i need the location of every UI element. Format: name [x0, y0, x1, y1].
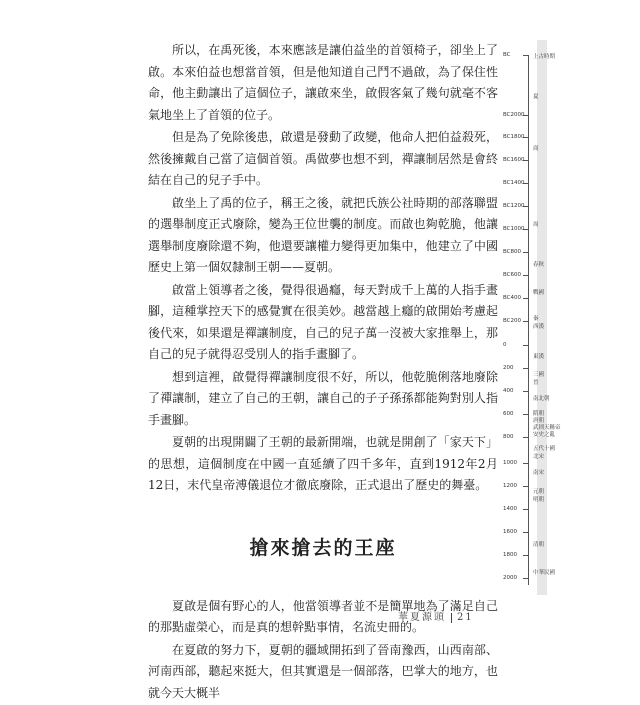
timeline-year-label: BC — [503, 52, 511, 58]
timeline-period-label: 西漢 — [533, 324, 545, 330]
timeline-period-label: 周 — [533, 222, 539, 228]
timeline-period-label: 唐朝 — [533, 418, 545, 424]
timeline-year-label: 400 — [503, 388, 514, 394]
timeline-tick — [523, 578, 529, 579]
timeline-year-label: 800 — [503, 434, 514, 440]
footer-book-title: 華夏源頭 — [398, 612, 446, 623]
timeline-year-label: 200 — [503, 365, 514, 371]
timeline-year-label: 1000 — [503, 460, 517, 466]
main-text-column — [148, 40, 498, 705]
timeline-year-label: BC1400 — [503, 180, 525, 186]
timeline-period-label: 元朝 — [533, 489, 545, 495]
timeline-period-label: 商 — [533, 146, 539, 152]
timeline-period-label: 晉 — [533, 380, 539, 386]
page-number: 21 — [457, 612, 474, 623]
timeline-period-label: 中華民國 — [533, 570, 556, 576]
timeline-year-label: 1800 — [503, 552, 517, 558]
timeline-period-label: 三國 — [533, 372, 545, 378]
timeline-tick — [523, 345, 529, 346]
timeline-year-label: BC1600 — [503, 157, 525, 163]
paragraph: 啟坐上了禹的位子，稱王之後，就把氏族公社時期的部落聯盟的選舉制度正式廢除，變為王位世襲的制度。而啟也夠乾脆，他讓選舉制度廢除還不夠，他還要讓權力變得更加集中，他建立了中國歷史上第一個奴隸制王朝——夏朝。 — [148, 195, 498, 274]
timeline-year-label: 1400 — [503, 506, 517, 512]
timeline-tick — [523, 298, 529, 299]
timeline-year-label: 600 — [503, 411, 514, 417]
timeline-year-label: BC400 — [503, 295, 522, 301]
timeline-year-label: BC1200 — [503, 203, 525, 209]
timeline-tick — [523, 252, 529, 253]
timeline-period-label: 清朝 — [533, 542, 545, 548]
paragraph: 所以，在禹死後，本來應該是讓伯益坐的首領椅子，卻坐上了啟。本來伯益也想當首領，但是他知道自己鬥不過啟，為了保住性命，他主動讓出了這個位子，讓啟來坐，啟假客氣了幾句就毫不客氣地坐上了首領的位子。 — [148, 43, 498, 122]
history-timeline — [503, 52, 583, 595]
paragraph: 啟當上領導者之後，覺得很過癮，每天對成千上萬的人指手畫腳，這種掌控天下的感覺實在很美妙。越當越上癮的啟開始考慮起後代來，如果還是禪讓制度，自己的兒子萬一沒被大家推舉上，那自己的兒子就得忍受別人的指手畫腳了。 — [148, 282, 498, 361]
timeline-year-label: BC1000 — [503, 226, 525, 232]
timeline-period-label: 安史之亂 — [533, 432, 556, 438]
paragraph: 夏啟是個有野心的人，他當領導者並不是簡單地為了滿足自己的那點虛榮心，而是真的想幹點事情，名流史冊的。 — [148, 598, 498, 634]
paragraph: 在夏啟的努力下，夏朝的疆域開拓到了晉南豫西，山西南部、河南西部，聽起來挺大，但其實還是一個部落，巴掌大的地方，也就今天大概半 — [148, 642, 498, 700]
section-title: 搶來搶去的王座 — [249, 536, 397, 559]
timeline-axis — [528, 55, 529, 585]
timeline-year-label: BC1800 — [503, 134, 525, 140]
timeline-year-label: BC800 — [503, 249, 522, 255]
timeline-tick — [523, 555, 529, 556]
timeline-tick — [523, 368, 529, 369]
timeline-tick — [523, 414, 529, 415]
paragraph: 但是為了免除後患，啟還是發動了政變，他命人把伯益殺死，然後擁戴自己當了這個首領。禹做夢也想不到，禪讓制居然是會終結在自己的兒子手中。 — [148, 130, 498, 187]
timeline-tick — [523, 509, 529, 510]
timeline-period-label: 武則天稱帝 — [533, 425, 561, 431]
timeline-period-label: 明朝 — [533, 497, 545, 503]
timeline-year-label: BC200 — [503, 318, 522, 324]
timeline-tick — [523, 532, 529, 533]
timeline-period-label: 北宋 — [533, 454, 545, 460]
timeline-year-label: 1200 — [503, 483, 517, 489]
timeline-tick — [523, 463, 529, 464]
timeline-period-label: 五代十國 — [533, 446, 556, 452]
paragraph: 夏朝的出現開闢了王朝的最新開端，也就是開創了「家天下」的思想，這個制度在中國一直延續了四千多年，直到1912年2月12日，末代皇帝溥儀退位才徹底廢除，正式退出了歷史的舞臺。 — [148, 435, 498, 492]
paragraph: 想到這裡，啟覺得禪讓制度很不好，所以，他乾脆俐落地廢除了禪讓制，建立了自己的王朝，讓自己的子子孫孫都能夠對別人指手畫腳。 — [148, 369, 498, 427]
timeline-period-label: 上古時期 — [533, 54, 556, 60]
timeline-period-label: 秦 — [533, 316, 539, 322]
timeline-period-label: 戰國 — [533, 290, 545, 296]
timeline-year-label: BC2000 — [503, 112, 525, 118]
paragraphs-top — [148, 40, 498, 497]
timeline-year-label: 2000 — [503, 575, 517, 581]
timeline-period-label: 南宋 — [533, 470, 545, 476]
timeline-period-label: 南北朝 — [533, 396, 550, 402]
timeline-year-label: 1600 — [503, 529, 517, 535]
timeline-tick — [523, 275, 529, 276]
timeline-period-label: 夏 — [533, 94, 539, 100]
timeline-period-label: 隋朝 — [533, 411, 545, 417]
timeline-period-label: 春秋 — [533, 262, 545, 268]
timeline-period-label: 東漢 — [533, 354, 545, 360]
timeline-year-label: 0 — [503, 342, 507, 348]
timeline-tick — [523, 55, 529, 56]
timeline-year-label: BC600 — [503, 272, 522, 278]
footer-divider — [451, 613, 452, 623]
timeline-tick — [523, 486, 529, 487]
timeline-tick — [523, 437, 529, 438]
timeline-tick — [523, 321, 529, 322]
page-footer — [398, 608, 474, 623]
timeline-tick — [523, 391, 529, 392]
